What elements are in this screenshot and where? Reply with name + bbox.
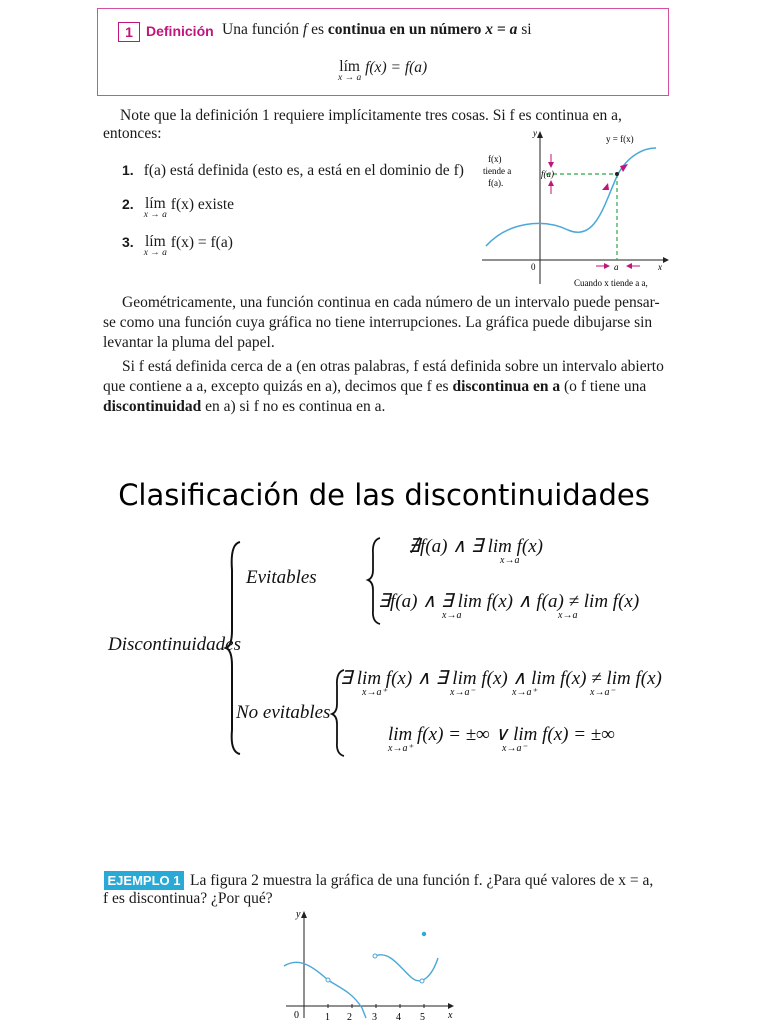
figure1-left-arrow — [626, 263, 632, 269]
evitable-case-1: ∄f(a) ∧ ∃ lim f(x) x→a — [408, 536, 543, 566]
condition-3: 3. lím x → a f(x) = f(a) — [122, 233, 233, 258]
discontinuity-line-2: que contiene a a, excepto quizás en a), decimos que f es discontinua en a (o f tiene una — [103, 378, 647, 395]
figure1-point — [615, 172, 619, 176]
definition-number: 1 — [118, 22, 140, 42]
classification-root: Discontinuidades — [108, 634, 241, 655]
evitables-label: Evitables — [246, 567, 317, 588]
figure1-curve-label: y = f(x) — [606, 134, 634, 144]
definition-text: Una función f es continua en un número x = a si — [222, 21, 532, 38]
figure2-tick-5: 5 — [420, 1012, 425, 1023]
figure1-left-label-1: f(x) — [488, 154, 502, 164]
geometric-line-2: se como una función cuya gráfica no tiene interrupciones. La gráfica puede dibujarse sin — [103, 314, 653, 331]
figure1-a-tick: a — [614, 262, 619, 272]
figure2-x-label: x — [448, 1010, 453, 1021]
figure1-up-arrow — [548, 180, 554, 186]
section-title: Clasificación de las discontinuidades — [118, 478, 650, 512]
ejemplo-tag: EJEMPLO 1 — [104, 871, 184, 890]
geometric-line-3: levantar la pluma del papel. — [103, 334, 275, 351]
figure1-curve — [486, 148, 656, 246]
definition-title: Definición — [146, 23, 214, 39]
ejemplo-line-2: f es discontinua? ¿Por qué? — [103, 890, 273, 907]
condition-1: 1. f(a) está definida (esto es, a está en el dominio de f) — [122, 162, 464, 179]
figure1-arrow-lower — [602, 183, 609, 190]
figure1-x-label: x — [658, 262, 662, 272]
figure1-y-label: y — [533, 128, 537, 138]
discontinuity-line-1: Si f está definida cerca de a (en otras palabras, f está definida sobre un intervalo abierto — [122, 358, 664, 375]
figure1-arrow-upper — [620, 164, 628, 172]
figure1-caption: Cuando x tiende a a, — [574, 278, 648, 288]
intro-line-2: entonces: — [103, 125, 162, 142]
continuity-figure — [478, 126, 673, 290]
ejemplo-line-1: La figura 2 muestra la gráfica de una función f. ¿Para qué valores de x = a, — [190, 872, 654, 889]
figure2-tick-4: 4 — [396, 1012, 401, 1023]
figure2-tick-0: 0 — [294, 1010, 299, 1021]
figure2-tick-3: 3 — [372, 1012, 377, 1023]
discontinuity-line-3: discontinuidad en a) si f no es continua en a. — [103, 398, 386, 415]
geometric-line-1: Geométricamente, una función continua en cada número de un intervalo puede pensar- — [122, 294, 660, 311]
definition-box — [97, 8, 669, 96]
intro-line-1: Note que la definición 1 requiere implícitamente tres cosas. Si f es continua en a, — [120, 107, 622, 124]
figure2-curve-right — [375, 955, 438, 981]
figure2-tick-1: 1 — [325, 1012, 330, 1023]
condition-2: 2. lím x → a f(x) existe — [122, 195, 235, 220]
figure1-right-arrow — [604, 263, 610, 269]
no-evitable-case-1: ∃ lim f(x) ∧ ∃ lim f(x) ∧ lim f(x) ≠ lim f(x) x→a⁺ x→a⁻ x→a⁺ x→a⁻ — [340, 668, 662, 698]
no-evitables-label: No evitables — [236, 702, 331, 723]
figure2-tick-2: 2 — [347, 1012, 352, 1023]
figure1-left-label-3: f(a). — [488, 178, 504, 188]
figure2-open-point-5 — [420, 979, 424, 983]
figure1-origin: 0 — [531, 262, 536, 272]
figure1-down-arrow — [548, 162, 554, 168]
figure2-open-point-1 — [326, 978, 330, 982]
figure2-filled-point-5 — [422, 932, 426, 936]
evitable-case-2: ∃f(a) ∧ ∃ lim f(x) ∧ f(a) ≠ lim f(x) x→a x→a — [378, 591, 640, 621]
figure1-fa-tick: f(a) — [541, 169, 554, 179]
figure1-left-label-2: tiende a — [483, 166, 512, 176]
no-evitable-case-2: lim f(x) = ±∞ ∨ lim f(x) = ±∞ x→a⁺ x→a⁻ — [388, 724, 615, 754]
figure2-open-point-3 — [373, 954, 377, 958]
figure2-y-label: y — [296, 909, 301, 920]
example-figure — [272, 906, 468, 1024]
definition-formula: lím x → a f(x) = f(a) — [338, 58, 428, 83]
